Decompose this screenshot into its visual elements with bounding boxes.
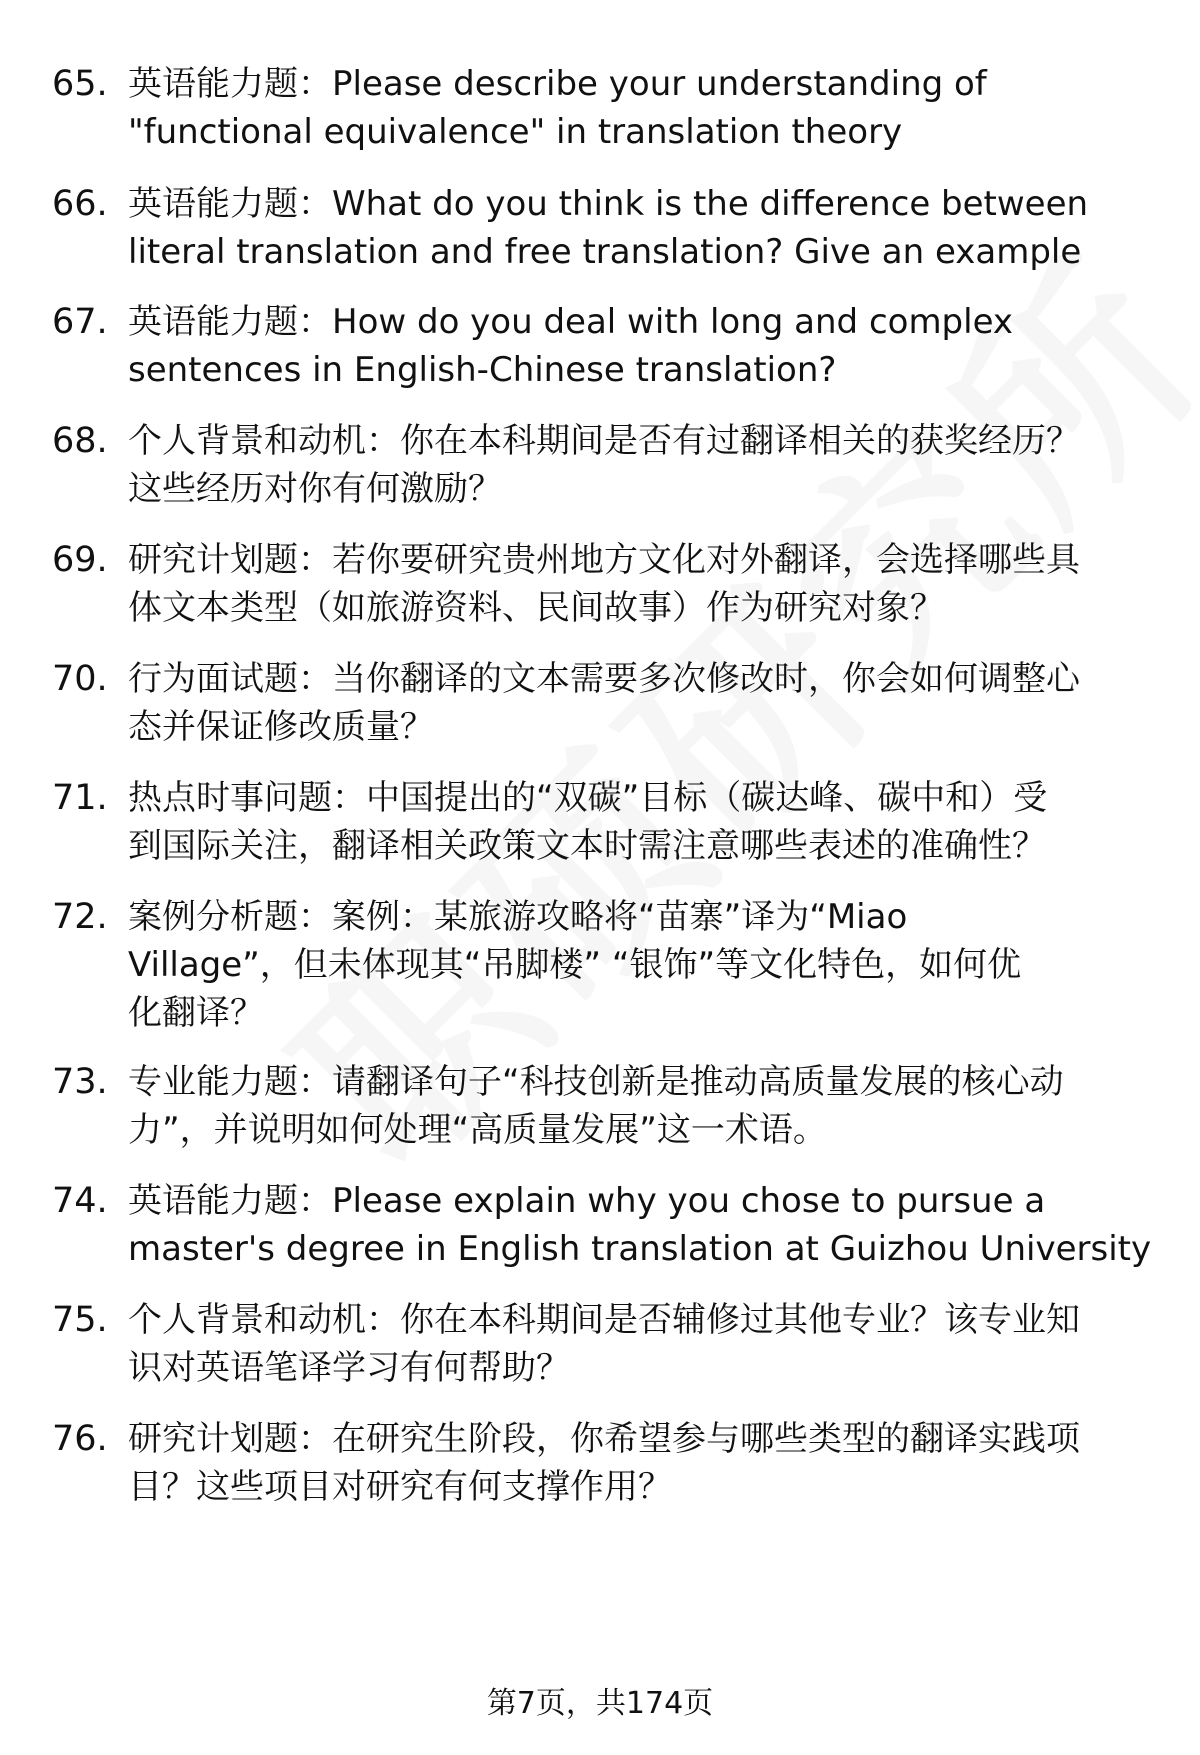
question-number: 71. [52, 778, 108, 818]
question-number: 67. [52, 302, 108, 342]
question-text: 英语能力题：Please describe your understanding of "functional equivalence" in translation theory [128, 64, 987, 152]
question-number: 76. [52, 1419, 108, 1459]
question-number: 69. [52, 540, 108, 580]
question-text: 个人背景和动机：你在本科期间是否辅修过其他专业？该专业知 识对英语笔译学习有何帮助？ [128, 1300, 1080, 1388]
question-text: 专业能力题：请翻译句子“科技创新是推动高质量发展的核心动 力”，并说明如何处理“高质量发展”这一术语。 [128, 1062, 1064, 1150]
question-number: 73. [52, 1062, 108, 1102]
question-number: 75. [52, 1300, 108, 1340]
question-number: 65. [52, 64, 108, 104]
question-text: 行为面试题：当你翻译的文本需要多次修改时，你会如何调整心 态并保证修改质量？ [128, 659, 1080, 747]
question-text: 个人背景和动机：你在本科期间是否有过翻译相关的获奖经历？ 这些经历对你有何激励？ [128, 421, 1080, 509]
question-text: 英语能力题：What do you think is the difference between literal translation and free translation? Give an example [128, 184, 1089, 272]
question-text: 案例分析题：案例：某旅游攻略将“苗寨”译为“Miao Village”，但未体现其“吊脚楼” “银饰”等文化特色，如何优 化翻译？ [128, 897, 1022, 1033]
question-text: 英语能力题：Please explain why you chose to pursue a master's degree in English translation at Guizhou University [128, 1181, 1152, 1269]
question-number: 70. [52, 659, 108, 699]
question-text: 热点时事问题：中国提出的“双碳”目标（碳达峰、碳中和）受 到国际关注，翻译相关政策文本时需注意哪些表述的准确性？ [128, 778, 1048, 866]
question-number: 74. [52, 1181, 108, 1221]
question-text: 研究计划题：在研究生阶段，你希望参与哪些类型的翻译实践项 目？这些项目对研究有何支撑作用？ [128, 1419, 1080, 1507]
question-text: 研究计划题：若你要研究贵州地方文化对外翻译，会选择哪些具 体文本类型（如旅游资料、民间故事）作为研究对象？ [128, 540, 1080, 628]
question-number: 66. [52, 184, 108, 224]
question-number: 72. [52, 897, 108, 937]
page-footer: 第7页，共174页 [486, 1686, 714, 1721]
question-text: 英语能力题：How do you deal with long and complex sentences in English-Chinese translation? [128, 302, 1014, 390]
question-number: 68. [52, 421, 108, 461]
